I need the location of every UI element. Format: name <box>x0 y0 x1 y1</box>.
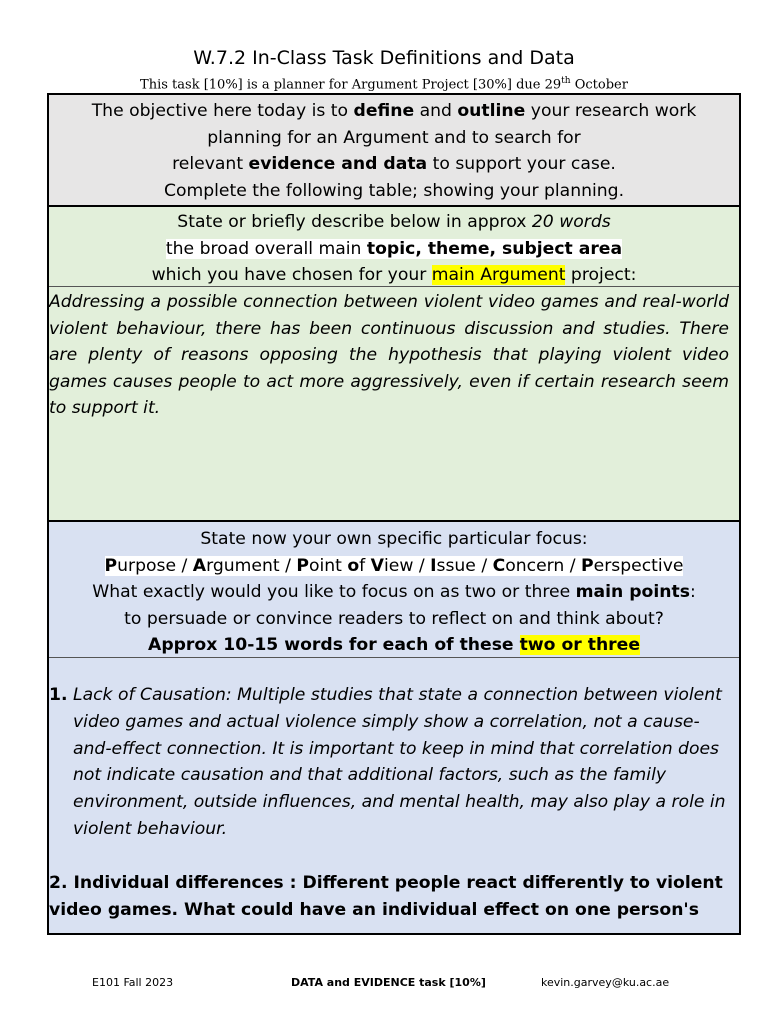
focus-prompt-line-5 <box>49 632 739 658</box>
point-text: Lack of Causation: Multiple studies that state a connection between violent video games and actual violence simply show a correlation, not a cause-and-effect connection. It is important to keep in mind that correlation does not indicate causation and that additional factors, such as the family environment, outside influences, and mental health, may also play a role in violent behaviour. <box>73 685 726 839</box>
main-point-2 <box>49 870 739 924</box>
objective-line-1 <box>49 98 739 125</box>
topic-prompt-line-3 <box>49 262 739 287</box>
focus-prompt-section <box>49 522 739 658</box>
footer-task: DATA and EVIDENCE task [10%] <box>291 976 486 989</box>
bold-text: define <box>353 101 415 121</box>
acronym-initial-3: o <box>347 555 360 576</box>
text: to support your case. <box>427 154 616 174</box>
text: your research work <box>525 101 697 121</box>
text: project: <box>565 265 637 285</box>
bold-text: main points <box>575 582 690 602</box>
acronym-rest-2: oint <box>308 555 348 576</box>
acronym-initial-0: P <box>104 555 118 576</box>
subtitle-text: This task [10%] is a planner for Argument Project [30%] due 29 <box>140 77 562 93</box>
italic-text: 20 words <box>531 212 611 232</box>
text: State or briefly describe below in approx <box>177 212 532 232</box>
acronym-initial-7: P <box>581 555 594 576</box>
focus-prompt-line-4: to persuade or convince readers to reflect on and think about? <box>124 608 664 629</box>
focus-prompt-line-1: State now your own specific particular focus: <box>200 529 588 549</box>
focus-acronym-list <box>105 556 684 576</box>
highlighted-text: two or three <box>519 635 640 655</box>
topic-prompt-line-2 <box>49 236 739 263</box>
acronym-initial-5: I <box>430 555 437 576</box>
acronym-initial-6: C <box>492 555 506 576</box>
topic-answer-section <box>49 287 739 522</box>
focus-prompt-line-2 <box>49 553 739 580</box>
acronym-initial-4: V <box>370 555 384 576</box>
footer-course: E101 Fall 2023 <box>92 976 174 989</box>
highlighted-text: main Argument <box>431 265 566 285</box>
main-point-1 <box>49 682 739 843</box>
point-number: 2. <box>49 872 68 893</box>
text: the broad overall main <box>165 238 367 259</box>
page-title: W.7.2 In-Class Task Definitions and Data <box>193 47 575 69</box>
planning-table <box>47 93 741 935</box>
subtitle-superscript: th <box>561 76 571 86</box>
topic-prompt-section <box>49 207 739 287</box>
acronym-rest-5: ssue / <box>436 555 493 576</box>
text: which you have chosen for your <box>151 265 432 285</box>
objective-line-4: Complete the following table; showing your planning. <box>163 180 625 201</box>
text: What exactly would you like to focus on as two or three <box>92 582 576 602</box>
bold-text: outline <box>457 101 526 121</box>
point-text: Individual differences : Different people react differently to violent video games. What could have an individual effect on one person's <box>49 872 723 920</box>
main-points-section <box>49 658 739 933</box>
objective-section <box>49 95 739 207</box>
acronym-initial-1: A <box>192 555 207 576</box>
bold-text: topic, theme, subject area <box>366 238 623 259</box>
topic-prompt-line-1 <box>49 209 739 236</box>
bold-text: Approx 10-15 words for each of these <box>148 635 520 655</box>
bold-text: evidence and data <box>248 154 428 174</box>
acronym-rest-4: iew / <box>383 555 431 576</box>
topic-answer-text: Addressing a possible connection between violent video games and real-world violent behaviour, there has been continuous discussion and studies. There are plenty of reasons opposing the hypothesis that playing violent video games causes people to act more aggressively, even if certain research seem to support it. <box>49 292 729 418</box>
footer-email: kevin.garvey@ku.ac.ae <box>541 976 670 989</box>
acronym-rest-1: rgument / <box>206 555 297 576</box>
objective-line-3 <box>49 151 739 178</box>
focus-prompt-line-3 <box>49 579 739 606</box>
text: : <box>689 582 696 602</box>
acronym-rest-3: f <box>359 555 371 576</box>
page-subtitle <box>0 73 768 93</box>
acronym-rest-6: oncern / <box>505 555 582 576</box>
text: relevant <box>172 154 249 174</box>
acronym-initial-2: P <box>296 555 309 576</box>
objective-line-2: planning for an Argument and to search for <box>207 127 581 148</box>
acronym-rest-7: erspective <box>593 555 684 576</box>
text: The objective here today is to <box>91 101 354 121</box>
text: and <box>414 101 458 121</box>
acronym-rest-0: urpose / <box>117 555 193 576</box>
subtitle-text-end: October <box>570 77 628 93</box>
point-number: 1. <box>49 685 68 705</box>
